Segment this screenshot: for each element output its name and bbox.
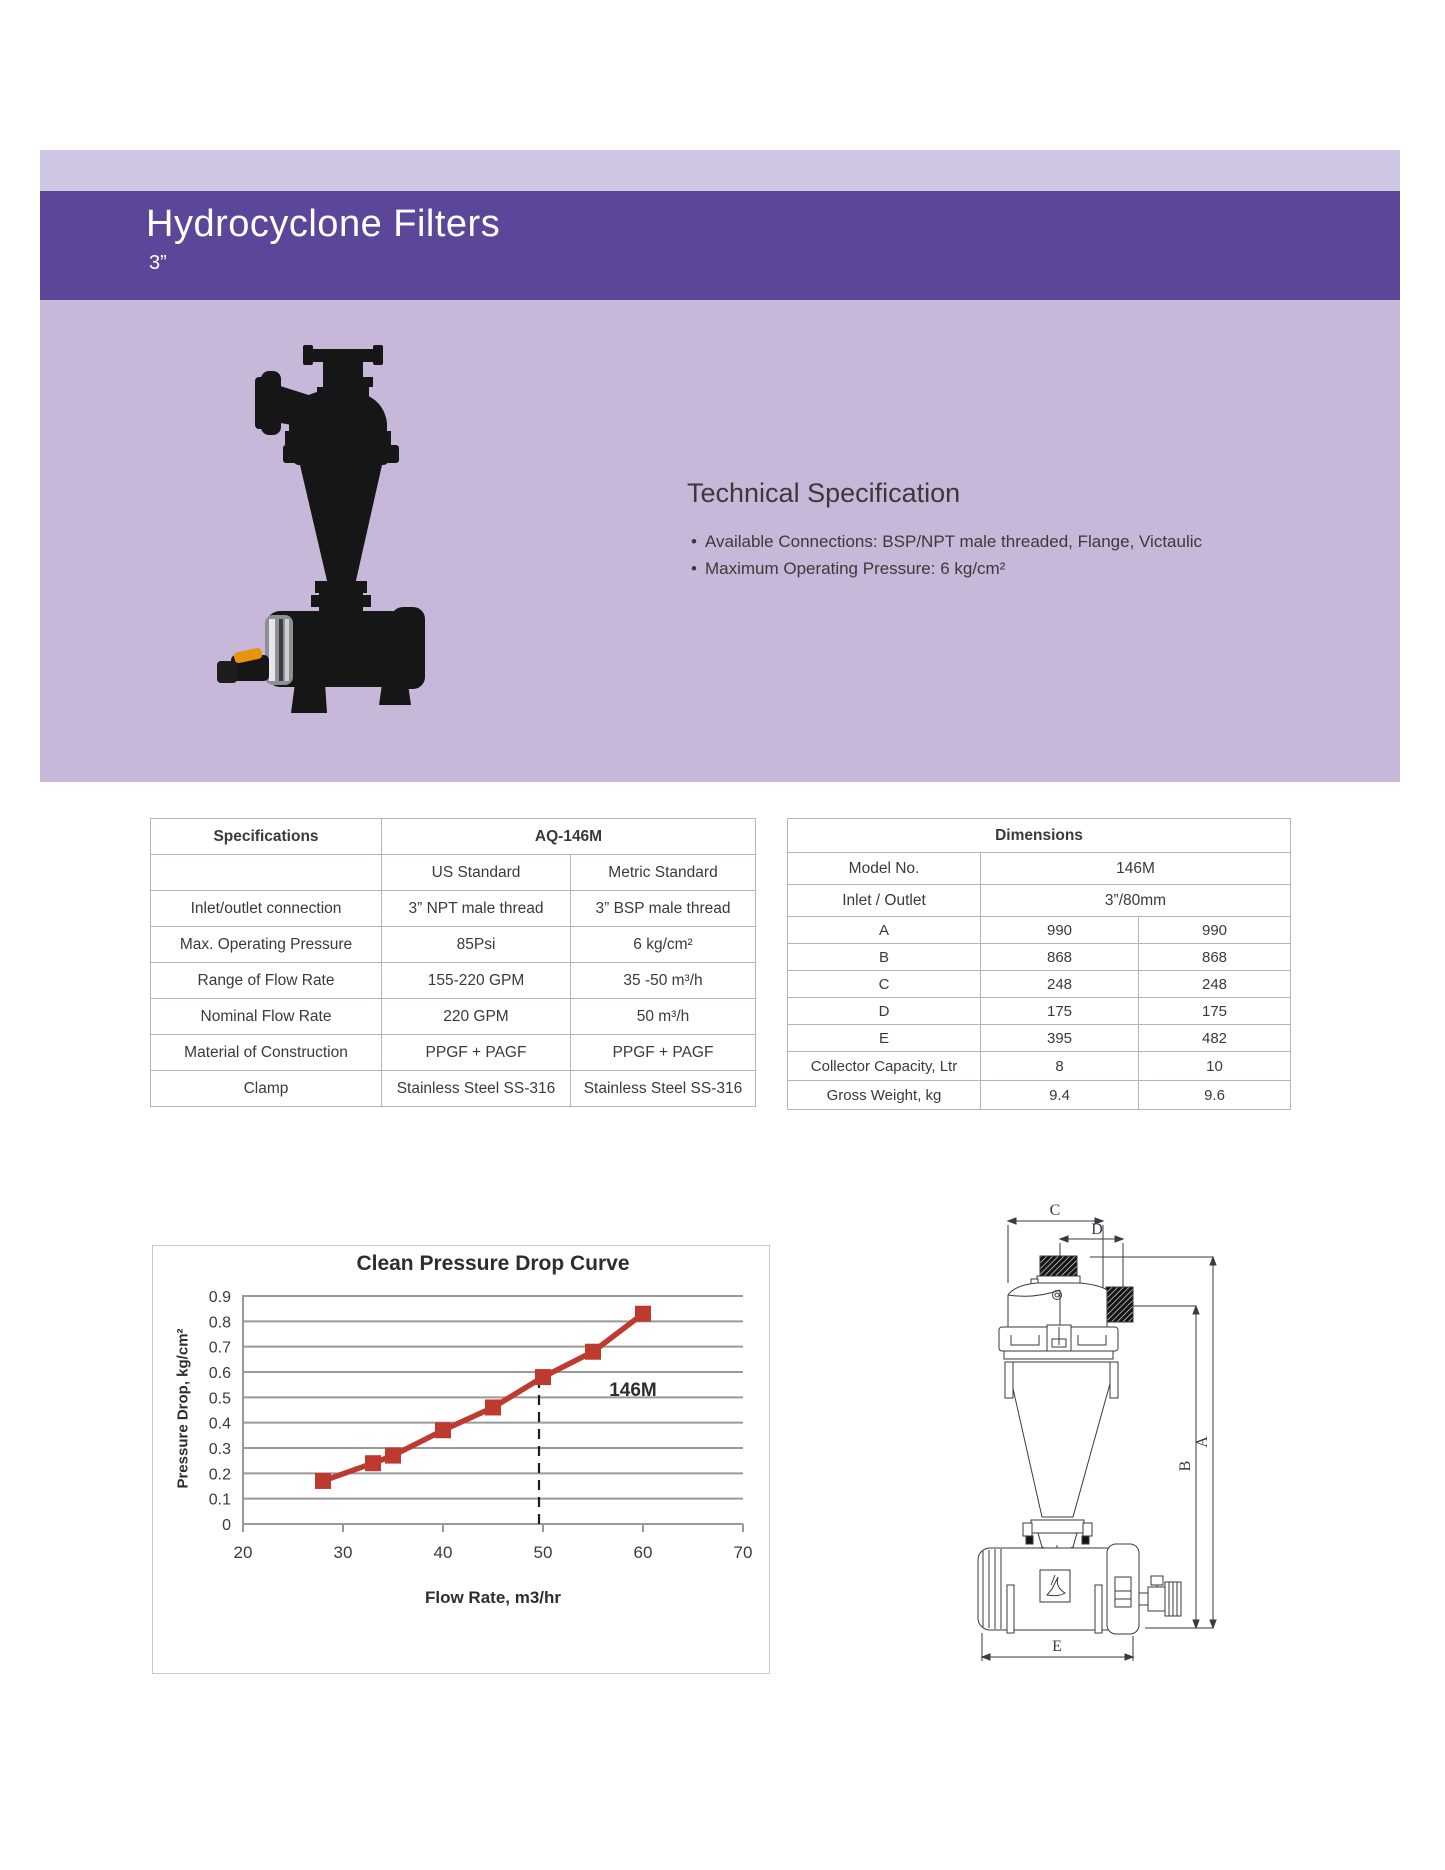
dim-row-value: 10 [1139, 1052, 1291, 1081]
series-marker [535, 1369, 551, 1385]
dim-row-label: Gross Weight, kg [788, 1081, 981, 1110]
x-tick-label: 20 [233, 1543, 253, 1562]
y-tick-label: 0.5 [208, 1390, 231, 1408]
chart-title: Clean Pressure Drop Curve [356, 1252, 630, 1275]
dim-table-row [788, 971, 1291, 998]
product-photo [165, 325, 465, 770]
spec-table-row [151, 1035, 756, 1071]
series-marker [385, 1448, 401, 1464]
y-tick-label: 0.9 [208, 1289, 231, 1306]
spec-us-value: 85Psi [382, 927, 571, 963]
y-tick-label: 0 [222, 1517, 231, 1534]
y-tick-label: 0.4 [208, 1415, 231, 1433]
bullet-icon: • [691, 532, 697, 551]
series-marker [585, 1344, 601, 1360]
y-tick-label: 0.8 [208, 1314, 231, 1332]
dim-label-c: C [1049, 1202, 1061, 1219]
chart-plot-area [153, 1246, 769, 1673]
stainless-clamp [265, 615, 293, 685]
spec-table-body [151, 819, 756, 1107]
spec-table-row [151, 963, 756, 999]
y-axis-title: Pressure Drop, kg/cm² [174, 1328, 192, 1489]
series-marker [485, 1399, 501, 1415]
spec-subheader-row [151, 855, 756, 891]
dim-inlet-label: Inlet / Outlet [788, 885, 981, 917]
dim-row-label: D [788, 998, 981, 1025]
series-marker [635, 1306, 651, 1322]
dim-row-label: E [788, 1025, 981, 1052]
dim-row-value: 868 [981, 944, 1139, 971]
series-marker [435, 1422, 451, 1438]
dim-row-label: Collector Capacity, Ltr [788, 1052, 981, 1081]
spec-metric-value: 6 kg/cm² [571, 927, 756, 963]
spec-col-us: US Standard [382, 855, 571, 891]
dim-row-value: 175 [981, 998, 1139, 1025]
spec-us-value: 155-220 GPM [382, 963, 571, 999]
dim-label-a: A [1194, 1436, 1211, 1448]
dim-table-row [788, 998, 1291, 1025]
spec-model-cell: AQ-146M [382, 819, 756, 855]
spec-row-label: Clamp [151, 1071, 382, 1107]
x-tick-label: 60 [633, 1543, 653, 1562]
specifications-table [150, 818, 756, 1107]
page-title: Hydrocyclone Filters [146, 203, 501, 245]
tech-spec-bullet: • Maximum Operating Pressure: 6 kg/cm² [691, 559, 1006, 578]
y-tick-label: 0.7 [208, 1339, 231, 1357]
x-tick-label: 30 [333, 1543, 353, 1562]
series-marker [365, 1455, 381, 1471]
dim-table-row [788, 1025, 1291, 1052]
y-tick-label: 0.3 [208, 1441, 231, 1458]
y-tick-label: 0.6 [208, 1365, 231, 1382]
dim-row-label: A [788, 917, 981, 944]
dim-row-value: 395 [981, 1025, 1139, 1052]
spec-metric-value: 50 m³/h [571, 999, 756, 1035]
spec-us-value: Stainless Steel SS-316 [382, 1071, 571, 1107]
dimensions-table [787, 818, 1291, 1110]
dim-model-label: Model No. [788, 853, 981, 885]
spec-row-label: Range of Flow Rate [151, 963, 382, 999]
tech-spec-bullet: • Available Connections: BSP/NPT male threaded, Flange, Victaulic [691, 532, 1203, 551]
spec-table-row [151, 927, 756, 963]
dim-row-value: 9.6 [1139, 1081, 1291, 1110]
tech-spec-heading: Technical Specification [687, 478, 961, 508]
x-tick-label: 40 [433, 1543, 453, 1562]
header-top-strip [40, 150, 1400, 191]
dimension-drawing [955, 1195, 1245, 1680]
spec-us-value: 220 GPM [382, 999, 571, 1035]
dim-inlet-value: 3”/80mm [981, 885, 1291, 917]
dim-row-value: 9.4 [981, 1081, 1139, 1110]
spec-metric-value: 3” BSP male thread [571, 891, 756, 927]
dim-inlet-row [788, 885, 1291, 917]
dim-label-e: E [1052, 1638, 1062, 1655]
dim-row-value: 482 [1139, 1025, 1291, 1052]
spec-row-label: Material of Construction [151, 1035, 382, 1071]
dim-row-value: 248 [1139, 971, 1291, 998]
spec-table-row [151, 999, 756, 1035]
spec-row-label: Max. Operating Pressure [151, 927, 382, 963]
chart-series-label: 146M [609, 1380, 657, 1401]
dim-table-body [788, 819, 1291, 1110]
dim-row-value: 248 [981, 971, 1139, 998]
dim-row-label: B [788, 944, 981, 971]
dim-row-value: 990 [981, 917, 1139, 944]
y-tick-label: 0.2 [208, 1466, 231, 1484]
spec-us-value: PPGF + PAGF [382, 1035, 571, 1071]
spec-header-row [151, 819, 756, 855]
spec-metric-value: PPGF + PAGF [571, 1035, 756, 1071]
x-tick-label: 50 [533, 1543, 553, 1562]
dim-header-row [788, 819, 1291, 853]
spec-row-label: Nominal Flow Rate [151, 999, 382, 1035]
dim-title-cell: Dimensions [788, 819, 1291, 853]
y-tick-label: 0.1 [208, 1491, 231, 1509]
dim-row-value: 8 [981, 1052, 1139, 1081]
spec-col-metric: Metric Standard [571, 855, 756, 891]
spec-table-row [151, 1071, 756, 1107]
dim-row-value: 990 [1139, 917, 1291, 944]
dim-table-row [788, 917, 1291, 944]
spec-table-row [151, 891, 756, 927]
series-marker [315, 1473, 331, 1489]
x-tick-label: 70 [733, 1543, 753, 1562]
dim-model-value: 146M [981, 853, 1291, 885]
dim-model-row [788, 853, 1291, 885]
spec-us-value: 3” NPT male thread [382, 891, 571, 927]
dim-table-row [788, 1081, 1291, 1110]
x-axis-title: Flow Rate, m3/hr [424, 1588, 562, 1607]
spec-row-label: Inlet/outlet connection [151, 891, 382, 927]
spec-empty-cell [151, 855, 382, 891]
dim-table-row [788, 944, 1291, 971]
page-subtitle: 3” [149, 252, 167, 274]
dim-row-value: 175 [1139, 998, 1291, 1025]
dim-row-label: C [788, 971, 981, 998]
dim-row-value: 868 [1139, 944, 1291, 971]
spec-metric-value: 35 -50 m³/h [571, 963, 756, 999]
drain-valve [217, 647, 269, 683]
dim-table-row [788, 1052, 1291, 1081]
dim-label-d: D [1091, 1221, 1103, 1238]
spec-metric-value: Stainless Steel SS-316 [571, 1071, 756, 1107]
dim-label-b: B [1177, 1460, 1194, 1472]
bullet-icon: • [691, 559, 697, 578]
pressure-drop-chart [152, 1245, 770, 1674]
spec-corner-cell: Specifications [151, 819, 382, 855]
